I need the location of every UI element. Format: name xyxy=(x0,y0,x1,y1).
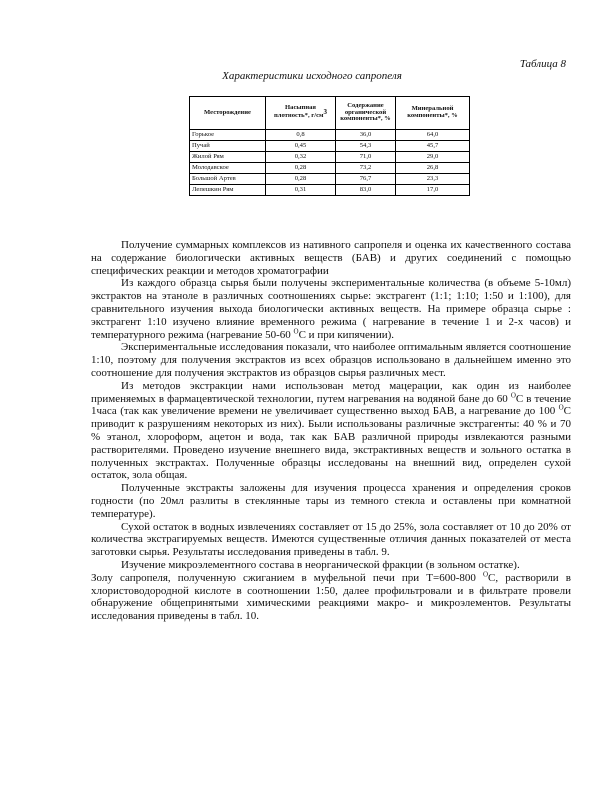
paragraph-6: Сухой остаток в водных извлечениях составляет от 15 до 25%, зола составляет от 10 до 20% от количества экстрагируемых веществ. Имеются существенные отличия данных показателей от места заготовки сырья. Результаты исследования приведены в табл. 9. xyxy=(91,520,571,559)
cell-deposit: Лепешкин Рям xyxy=(190,185,266,196)
table-row xyxy=(190,174,470,185)
paragraph-5: Полученные экстракты заложены для изучения процесса хранения и определения сроков годности (по 20мл разлиты в стеклянные тары из темного стекла и оставлены при комнатной температуре). xyxy=(91,482,571,520)
cell-density: 0,8 xyxy=(266,130,336,141)
paragraph-4-b: С в течение 1часа (так как увеличение времени не увеличивает существенно выход БАВ, а нагревание до 100 xyxy=(91,392,571,418)
degree-sup: О xyxy=(510,390,516,399)
cell-deposit: Молодавское xyxy=(190,163,266,174)
cell-organic: 71,0 xyxy=(336,152,396,163)
paragraph-8-a: Золу сапропеля, полученную сжиганием в муфельной печи при Т=600-800 xyxy=(91,571,483,584)
cell-deposit: Пучай xyxy=(190,141,266,152)
header-mineral: Минеральной компоненты*, % xyxy=(396,97,470,130)
degree-sup: О xyxy=(482,570,489,579)
header-density-text: Насыпная плотность*, г/см xyxy=(273,104,324,120)
cell-deposit: Жилой Рям xyxy=(190,152,266,163)
cell-mineral: 17,0 xyxy=(396,185,470,196)
cell-density: 0,28 xyxy=(266,163,336,174)
paragraph-4 xyxy=(91,380,571,482)
table-header-row xyxy=(190,97,470,130)
body-text xyxy=(91,239,571,623)
cell-mineral: 26,8 xyxy=(396,163,470,174)
cell-organic: 76,7 xyxy=(336,174,396,185)
header-density-sup: 3 xyxy=(323,108,328,117)
table-row xyxy=(190,185,470,196)
cell-mineral: 23,3 xyxy=(396,174,470,185)
paragraph-2-text: Из каждого образца сырья были получены экспериментальные количества (в объеме 5-10мл) экстрактов на этаноле в различных соотношениях сырье: экстрагент (1:1; 1:10; 1:50 и 1:100), для сравнительного изучения выхода биологически активных веществ. На примере образца сырье : экстрагент 1:10 изучено влияние временного режима ( нагревание в течение 1 и 2-х часов) и температурного режима (нагревание 50-60 xyxy=(91,277,571,341)
paragraph-1: Получение суммарных комплексов из нативного сапропеля и оценка их качественного состава на содержание биологически активных веществ (БАВ) и других соединений с помощью специфических реакции и методов хроматографии xyxy=(91,239,571,277)
paragraph-2 xyxy=(91,277,571,341)
cell-deposit: Горькое xyxy=(190,130,266,141)
paragraph-2-end: С и при кипячении). xyxy=(298,328,395,341)
paragraph-7: Изучение микроэлементного состава в неорганической фракции (в зольном остатке). xyxy=(121,558,520,571)
cell-mineral: 64,0 xyxy=(396,130,470,141)
cell-mineral: 29,0 xyxy=(396,152,470,163)
header-deposit: Месторождение xyxy=(190,97,266,130)
paragraph-3: Экспериментальные исследования показали, что наиболее оптимальным является соотношение 1:10, поэтому для получения экстрактов из всех образцов использовано в дальнейшем именно это соотношение для получения экстрактов из образцов сырья различных мест. xyxy=(91,341,571,379)
table-row xyxy=(190,141,470,152)
table-row xyxy=(190,163,470,174)
cell-mineral: 45,7 xyxy=(396,141,470,152)
cell-organic: 83,0 xyxy=(336,185,396,196)
cell-deposit: Большой Артев xyxy=(190,174,266,185)
header-organic: Содержание органической компоненты*, % xyxy=(336,97,396,130)
cell-organic: 54,3 xyxy=(336,141,396,152)
cell-density: 0,31 xyxy=(266,185,336,196)
paragraph-4-a: Из методов экстракции нами использован метод мацерации, как один из наиболее применяемых в фармацевтической технологии, путем нагревания на водяной бане до 60 xyxy=(91,379,571,405)
table-row xyxy=(190,152,470,163)
paragraph-4-c: С приводит к разрушениям некоторых из них). Были использованы различные экстрагенты: 40 % и 70 % этанол, хлороформ, ацетон и вода, так как БАВ различной природы извлекаются разными растворителями. Проведено изучение внешнего вида, экстрактивных веществ и зольного остатка в полученных экстрактах. Полученные образцы исследованы на внешний вид, определен сухой остаток, зола общая. xyxy=(91,405,571,482)
cell-organic: 36,0 xyxy=(336,130,396,141)
table-caption: Характеристики исходного сапропеля xyxy=(222,70,402,82)
paragraph-8 xyxy=(91,572,571,623)
cell-density: 0,28 xyxy=(266,174,336,185)
degree-sup: О xyxy=(293,326,299,335)
paragraph-8-b: С, растворили в хлористоводородной кислоте в соотношении 1:50, далее профильтровали и в фильтрате провели обнаружение общепринятыми химическими реакциями макро- и микроэлементов. Результаты исследования приведены в табл. 10. xyxy=(91,571,571,623)
cell-density: 0,45 xyxy=(266,141,336,152)
header-density xyxy=(266,97,336,130)
cell-density: 0,32 xyxy=(266,152,336,163)
table-number: Таблица 8 xyxy=(519,58,566,70)
table-row xyxy=(190,130,470,141)
cell-organic: 73,2 xyxy=(336,163,396,174)
sapropel-table xyxy=(189,96,470,196)
degree-sup: О xyxy=(558,403,564,412)
